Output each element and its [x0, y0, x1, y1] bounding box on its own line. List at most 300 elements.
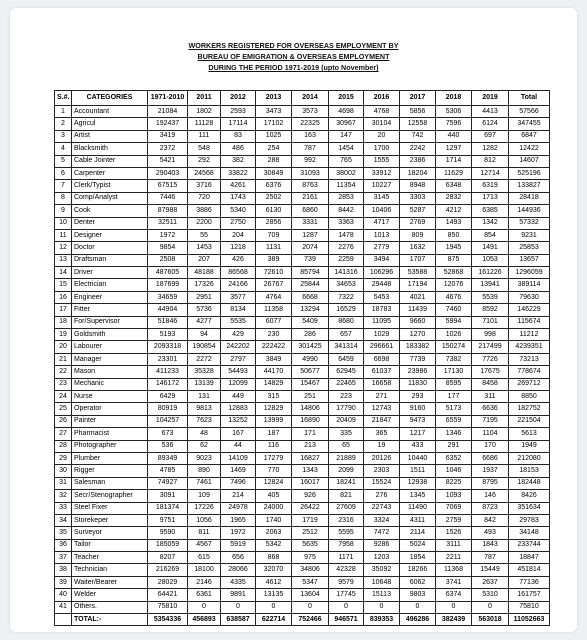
- value-cell: 288: [256, 155, 292, 167]
- value-cell: 341314: [329, 341, 364, 353]
- value-cell: 315: [256, 390, 292, 402]
- value-cell: 739: [292, 254, 329, 266]
- table-row: [55, 576, 550, 588]
- value-cell: 7101: [472, 316, 509, 328]
- table-row: [55, 366, 550, 378]
- value-cell: 11830: [400, 378, 436, 390]
- value-cell: 6124: [472, 118, 509, 130]
- serial-cell: 29: [55, 452, 72, 464]
- table-row: [55, 403, 550, 415]
- value-cell: 18266: [400, 564, 436, 576]
- value-cell: 10406: [364, 205, 400, 217]
- value-cell: 12558: [400, 118, 436, 130]
- value-cell: 7726: [472, 353, 509, 365]
- value-cell: 2242: [400, 143, 436, 155]
- value-cell: 11358: [256, 304, 292, 316]
- value-cell: 13294: [292, 304, 329, 316]
- value-cell: 5342: [256, 539, 292, 551]
- value-cell: 2276: [329, 242, 364, 254]
- value-cell: 1469: [221, 465, 256, 477]
- value-cell: 223: [329, 390, 364, 402]
- value-cell: 1632: [400, 242, 436, 254]
- category-cell: For/Supervisor: [72, 316, 148, 328]
- value-cell: 1046: [436, 465, 472, 477]
- value-cell: 67515: [148, 180, 188, 192]
- value-cell: 11629: [436, 167, 472, 179]
- value-cell: 875: [436, 254, 472, 266]
- category-cell: Artist: [72, 130, 148, 142]
- value-cell: 44: [221, 440, 256, 452]
- value-cell: 35092: [364, 564, 400, 576]
- value-cell: 16890: [292, 415, 329, 427]
- value-cell: 18847: [509, 552, 550, 564]
- value-cell: 79630: [509, 291, 550, 303]
- serial-cell: 32: [55, 490, 72, 502]
- value-cell: 6847: [509, 130, 550, 142]
- value-cell: 271: [364, 390, 400, 402]
- value-cell: 8207: [148, 552, 188, 564]
- value-cell: 28418: [509, 192, 550, 204]
- value-cell: 16658: [364, 378, 400, 390]
- value-cell: 335: [329, 428, 364, 440]
- value-cell: 5613: [509, 428, 550, 440]
- value-cell: 296661: [364, 341, 400, 353]
- value-cell: 13252: [221, 415, 256, 427]
- value-cell: 222422: [256, 341, 292, 353]
- value-cell: 146229: [509, 304, 550, 316]
- value-cell: 9023: [188, 452, 221, 464]
- value-cell: 5994: [436, 316, 472, 328]
- value-cell: 133827: [509, 180, 550, 192]
- value-cell: 38002: [329, 167, 364, 179]
- table-row: [55, 452, 550, 464]
- value-cell: 3573: [292, 106, 329, 118]
- value-cell: 86568: [221, 267, 256, 279]
- value-cell: 1171: [329, 552, 364, 564]
- value-cell: 5535: [221, 316, 256, 328]
- table-row: [55, 378, 550, 390]
- value-cell: 185059: [148, 539, 188, 551]
- value-cell: 32511: [148, 217, 188, 229]
- table-row: [55, 440, 550, 452]
- serial-cell: 27: [55, 428, 72, 440]
- value-cell: 53588: [400, 267, 436, 279]
- value-cell: 2512: [292, 527, 329, 539]
- value-cell: 0: [400, 601, 436, 613]
- value-cell: 2200: [188, 217, 221, 229]
- value-cell: 290403: [148, 167, 188, 179]
- table-row: [55, 106, 550, 118]
- table-row: [55, 465, 550, 477]
- column-header: 2016: [364, 91, 400, 106]
- value-cell: 18153: [509, 465, 550, 477]
- value-cell: 3111: [436, 539, 472, 551]
- category-cell: Manager: [72, 353, 148, 365]
- value-cell: 1217: [400, 428, 436, 440]
- category-cell: Accountant: [72, 106, 148, 118]
- serial-cell: 33: [55, 502, 72, 514]
- value-cell: 106296: [364, 267, 400, 279]
- value-cell: 17226: [188, 502, 221, 514]
- value-cell: 812: [472, 155, 509, 167]
- value-cell: 64421: [148, 589, 188, 601]
- value-cell: 1937: [472, 465, 509, 477]
- table-row: [55, 477, 550, 489]
- value-cell: 5595: [329, 527, 364, 539]
- value-cell: 486: [221, 143, 256, 155]
- table-row: [55, 118, 550, 130]
- value-cell: 24568: [188, 167, 221, 179]
- value-cell: 12883: [221, 403, 256, 415]
- value-cell: 204: [221, 229, 256, 241]
- table-row: [55, 254, 550, 266]
- category-cell: Teacher: [72, 552, 148, 564]
- value-cell: 254: [256, 143, 292, 155]
- value-cell: 213: [292, 440, 329, 452]
- value-cell: 1453: [188, 242, 221, 254]
- value-cell: 1345: [400, 490, 436, 502]
- value-cell: 32070: [256, 564, 292, 576]
- value-cell: 54493: [221, 366, 256, 378]
- value-cell: 233744: [509, 539, 550, 551]
- value-cell: 3091: [148, 490, 188, 502]
- value-cell: 187: [256, 428, 292, 440]
- table-row: [55, 552, 550, 564]
- value-cell: 77136: [509, 576, 550, 588]
- value-cell: 2759: [436, 514, 472, 526]
- value-cell: 192437: [148, 118, 188, 130]
- value-cell: 144936: [509, 205, 550, 217]
- category-cell: Mechanic: [72, 378, 148, 390]
- value-cell: 4311: [400, 514, 436, 526]
- table-row: [55, 589, 550, 601]
- total-cell: [55, 614, 72, 626]
- value-cell: 17745: [329, 589, 364, 601]
- category-cell: Engineer: [72, 291, 148, 303]
- table-row: [55, 353, 550, 365]
- value-cell: 65: [329, 440, 364, 452]
- value-cell: 10440: [400, 452, 436, 464]
- value-cell: 16529: [329, 304, 364, 316]
- serial-cell: 26: [55, 415, 72, 427]
- category-cell: Surveyor: [72, 527, 148, 539]
- value-cell: 7958: [329, 539, 364, 551]
- value-cell: 24166: [221, 279, 256, 291]
- value-cell: 4021: [400, 291, 436, 303]
- column-header: 2014: [292, 91, 329, 106]
- serial-cell: 9: [55, 205, 72, 217]
- column-header: CATEGORIES: [72, 91, 148, 106]
- value-cell: 4413: [472, 106, 509, 118]
- value-cell: 11095: [364, 316, 400, 328]
- value-cell: 13941: [472, 279, 509, 291]
- value-cell: 10648: [364, 576, 400, 588]
- category-cell: Driver: [72, 267, 148, 279]
- value-cell: 1714: [436, 155, 472, 167]
- value-cell: 7472: [364, 527, 400, 539]
- value-cell: 22325: [292, 118, 329, 130]
- value-cell: 2769: [400, 217, 436, 229]
- value-cell: 147: [329, 130, 364, 142]
- column-header: 2017: [400, 91, 436, 106]
- table-row: [55, 205, 550, 217]
- value-cell: 1854: [400, 552, 436, 564]
- value-cell: 890: [188, 465, 221, 477]
- value-cell: 1700: [364, 143, 400, 155]
- value-cell: 10227: [364, 180, 400, 192]
- value-cell: 23986: [400, 366, 436, 378]
- value-cell: 30967: [329, 118, 364, 130]
- category-cell: Goldsmith: [72, 329, 148, 341]
- serial-cell: 35: [55, 527, 72, 539]
- value-cell: 24978: [221, 502, 256, 514]
- table-row: [55, 192, 550, 204]
- value-cell: 2372: [148, 143, 188, 155]
- serial-cell: 8: [55, 192, 72, 204]
- value-cell: 5340: [221, 205, 256, 217]
- value-cell: 177: [436, 390, 472, 402]
- value-cell: 1972: [221, 527, 256, 539]
- value-cell: 131: [188, 390, 221, 402]
- value-cell: 9751: [148, 514, 188, 526]
- total-cell: 11052663: [509, 614, 550, 626]
- value-cell: 697: [472, 130, 509, 142]
- value-cell: 17326: [188, 279, 221, 291]
- value-cell: 3145: [364, 192, 400, 204]
- value-cell: 3363: [329, 217, 364, 229]
- value-cell: 34148: [509, 527, 550, 539]
- value-cell: 7461: [188, 477, 221, 489]
- serial-cell: 36: [55, 539, 72, 551]
- value-cell: 2272: [188, 353, 221, 365]
- serial-cell: 23: [55, 378, 72, 390]
- value-cell: 525196: [509, 167, 550, 179]
- value-cell: 6348: [436, 180, 472, 192]
- total-cell: 5354336: [148, 614, 188, 626]
- value-cell: 6459: [329, 353, 364, 365]
- category-cell: Labourer: [72, 341, 148, 353]
- value-cell: 214: [221, 490, 256, 502]
- value-cell: 2750: [221, 217, 256, 229]
- value-cell: 4698: [329, 106, 364, 118]
- column-header: S.#.: [55, 91, 72, 106]
- table-row: [55, 304, 550, 316]
- serial-cell: 15: [55, 279, 72, 291]
- value-cell: 311: [472, 390, 509, 402]
- category-cell: Mason: [72, 366, 148, 378]
- category-cell: Rigger: [72, 465, 148, 477]
- value-cell: 269712: [509, 378, 550, 390]
- value-cell: 11368: [436, 564, 472, 576]
- value-cell: 26422: [292, 502, 329, 514]
- category-cell: Doctor: [72, 242, 148, 254]
- value-cell: 104257: [148, 415, 188, 427]
- value-cell: 2856: [256, 217, 292, 229]
- value-cell: 18204: [400, 167, 436, 179]
- value-cell: 9891: [221, 589, 256, 601]
- value-cell: 1013: [364, 229, 400, 241]
- table-row: [55, 167, 550, 179]
- value-cell: 7623: [188, 415, 221, 427]
- serial-cell: 30: [55, 465, 72, 477]
- table-row: [55, 514, 550, 526]
- value-cell: 6077: [256, 316, 292, 328]
- value-cell: 25853: [509, 242, 550, 254]
- value-cell: 17130: [436, 366, 472, 378]
- value-cell: 161226: [472, 267, 509, 279]
- total-label: TOTAL:-: [72, 614, 148, 626]
- category-cell: Carpenter: [72, 167, 148, 179]
- value-cell: 347455: [509, 118, 550, 130]
- value-cell: 7322: [329, 291, 364, 303]
- value-cell: 150274: [436, 341, 472, 353]
- category-cell: Agricul: [72, 118, 148, 130]
- value-cell: 161757: [509, 589, 550, 601]
- value-cell: 33822: [221, 167, 256, 179]
- table-row: [55, 180, 550, 192]
- category-cell: Tailor: [72, 539, 148, 551]
- value-cell: 6361: [188, 589, 221, 601]
- serial-cell: 24: [55, 390, 72, 402]
- value-cell: 1029: [364, 329, 400, 341]
- value-cell: 854: [472, 229, 509, 241]
- column-header: 2015: [329, 91, 364, 106]
- value-cell: 15449: [472, 564, 509, 576]
- value-cell: 493: [472, 527, 509, 539]
- category-cell: Plumber: [72, 452, 148, 464]
- value-cell: 6319: [472, 180, 509, 192]
- value-cell: 33912: [364, 167, 400, 179]
- value-cell: 87988: [148, 205, 188, 217]
- value-cell: 1282: [472, 143, 509, 155]
- value-cell: 382: [221, 155, 256, 167]
- value-cell: 1743: [221, 192, 256, 204]
- value-cell: 5409: [292, 316, 329, 328]
- value-cell: 171: [292, 428, 329, 440]
- value-cell: 12076: [436, 279, 472, 291]
- table-row: [55, 242, 550, 254]
- value-cell: 74927: [148, 477, 188, 489]
- value-cell: 536: [148, 440, 188, 452]
- value-cell: 291: [436, 440, 472, 452]
- category-cell: Operator: [72, 403, 148, 415]
- serial-cell: 10: [55, 217, 72, 229]
- value-cell: 1343: [292, 465, 329, 477]
- value-cell: 9231: [509, 229, 550, 241]
- value-cell: 2063: [256, 527, 292, 539]
- value-cell: 821: [329, 490, 364, 502]
- value-cell: 251: [292, 390, 329, 402]
- value-cell: 8723: [472, 502, 509, 514]
- value-cell: 20126: [364, 452, 400, 464]
- value-cell: 6860: [292, 205, 329, 217]
- value-cell: 14109: [221, 452, 256, 464]
- value-cell: 742: [400, 130, 436, 142]
- value-cell: 4764: [256, 291, 292, 303]
- value-cell: 3716: [188, 180, 221, 192]
- value-cell: 167: [221, 428, 256, 440]
- value-cell: 351634: [509, 502, 550, 514]
- value-cell: 1949: [509, 440, 550, 452]
- value-cell: 116: [256, 440, 292, 452]
- value-cell: 4990: [292, 353, 329, 365]
- value-cell: 868: [256, 552, 292, 564]
- value-cell: 2951: [188, 291, 221, 303]
- value-cell: 411233: [148, 366, 188, 378]
- value-cell: 5539: [472, 291, 509, 303]
- value-cell: 19: [364, 440, 400, 452]
- value-cell: 23301: [148, 353, 188, 365]
- value-cell: 6429: [148, 390, 188, 402]
- value-cell: 8948: [400, 180, 436, 192]
- table-row: [55, 415, 550, 427]
- value-cell: 1972: [148, 229, 188, 241]
- value-cell: 9579: [329, 576, 364, 588]
- value-cell: 57332: [509, 217, 550, 229]
- value-cell: 389114: [509, 279, 550, 291]
- table-row: [55, 539, 550, 551]
- value-cell: 48188: [188, 267, 221, 279]
- value-cell: 301425: [292, 341, 329, 353]
- value-cell: 17279: [256, 452, 292, 464]
- total-cell: 382439: [436, 614, 472, 626]
- value-cell: 286: [292, 329, 329, 341]
- value-cell: 8850: [509, 390, 550, 402]
- value-cell: 13999: [256, 415, 292, 427]
- value-cell: 22465: [329, 378, 364, 390]
- value-cell: 4567: [188, 539, 221, 551]
- value-cell: 14829: [256, 378, 292, 390]
- value-cell: 811: [188, 527, 221, 539]
- value-cell: 109: [188, 490, 221, 502]
- value-cell: 2502: [256, 192, 292, 204]
- serial-cell: 12: [55, 242, 72, 254]
- value-cell: 2832: [436, 192, 472, 204]
- value-cell: 1203: [364, 552, 400, 564]
- value-cell: 115674: [509, 316, 550, 328]
- value-cell: 44904: [148, 304, 188, 316]
- category-cell: Fitter: [72, 304, 148, 316]
- total-cell: 839353: [364, 614, 400, 626]
- table-row: [55, 143, 550, 155]
- value-cell: 1707: [400, 254, 436, 266]
- value-cell: 2099: [329, 465, 364, 477]
- value-cell: 48: [188, 428, 221, 440]
- value-cell: 0: [188, 601, 221, 613]
- value-cell: 1713: [472, 192, 509, 204]
- serial-cell: 4: [55, 143, 72, 155]
- serial-cell: 17: [55, 304, 72, 316]
- table-row: [55, 329, 550, 341]
- value-cell: 405: [256, 490, 292, 502]
- value-cell: 3331: [292, 217, 329, 229]
- value-cell: 80919: [148, 403, 188, 415]
- value-cell: 2853: [329, 192, 364, 204]
- value-cell: 2146: [188, 576, 221, 588]
- value-cell: 16017: [292, 477, 329, 489]
- value-cell: 2303: [364, 465, 400, 477]
- table-row: [55, 527, 550, 539]
- value-cell: 5421: [148, 155, 188, 167]
- value-cell: 7069: [436, 502, 472, 514]
- column-header: 2013: [256, 91, 292, 106]
- value-cell: 1719: [292, 514, 329, 526]
- value-cell: 2316: [329, 514, 364, 526]
- value-cell: 4335: [221, 576, 256, 588]
- serial-cell: 39: [55, 576, 72, 588]
- table-row: [55, 316, 550, 328]
- value-cell: 5287: [400, 205, 436, 217]
